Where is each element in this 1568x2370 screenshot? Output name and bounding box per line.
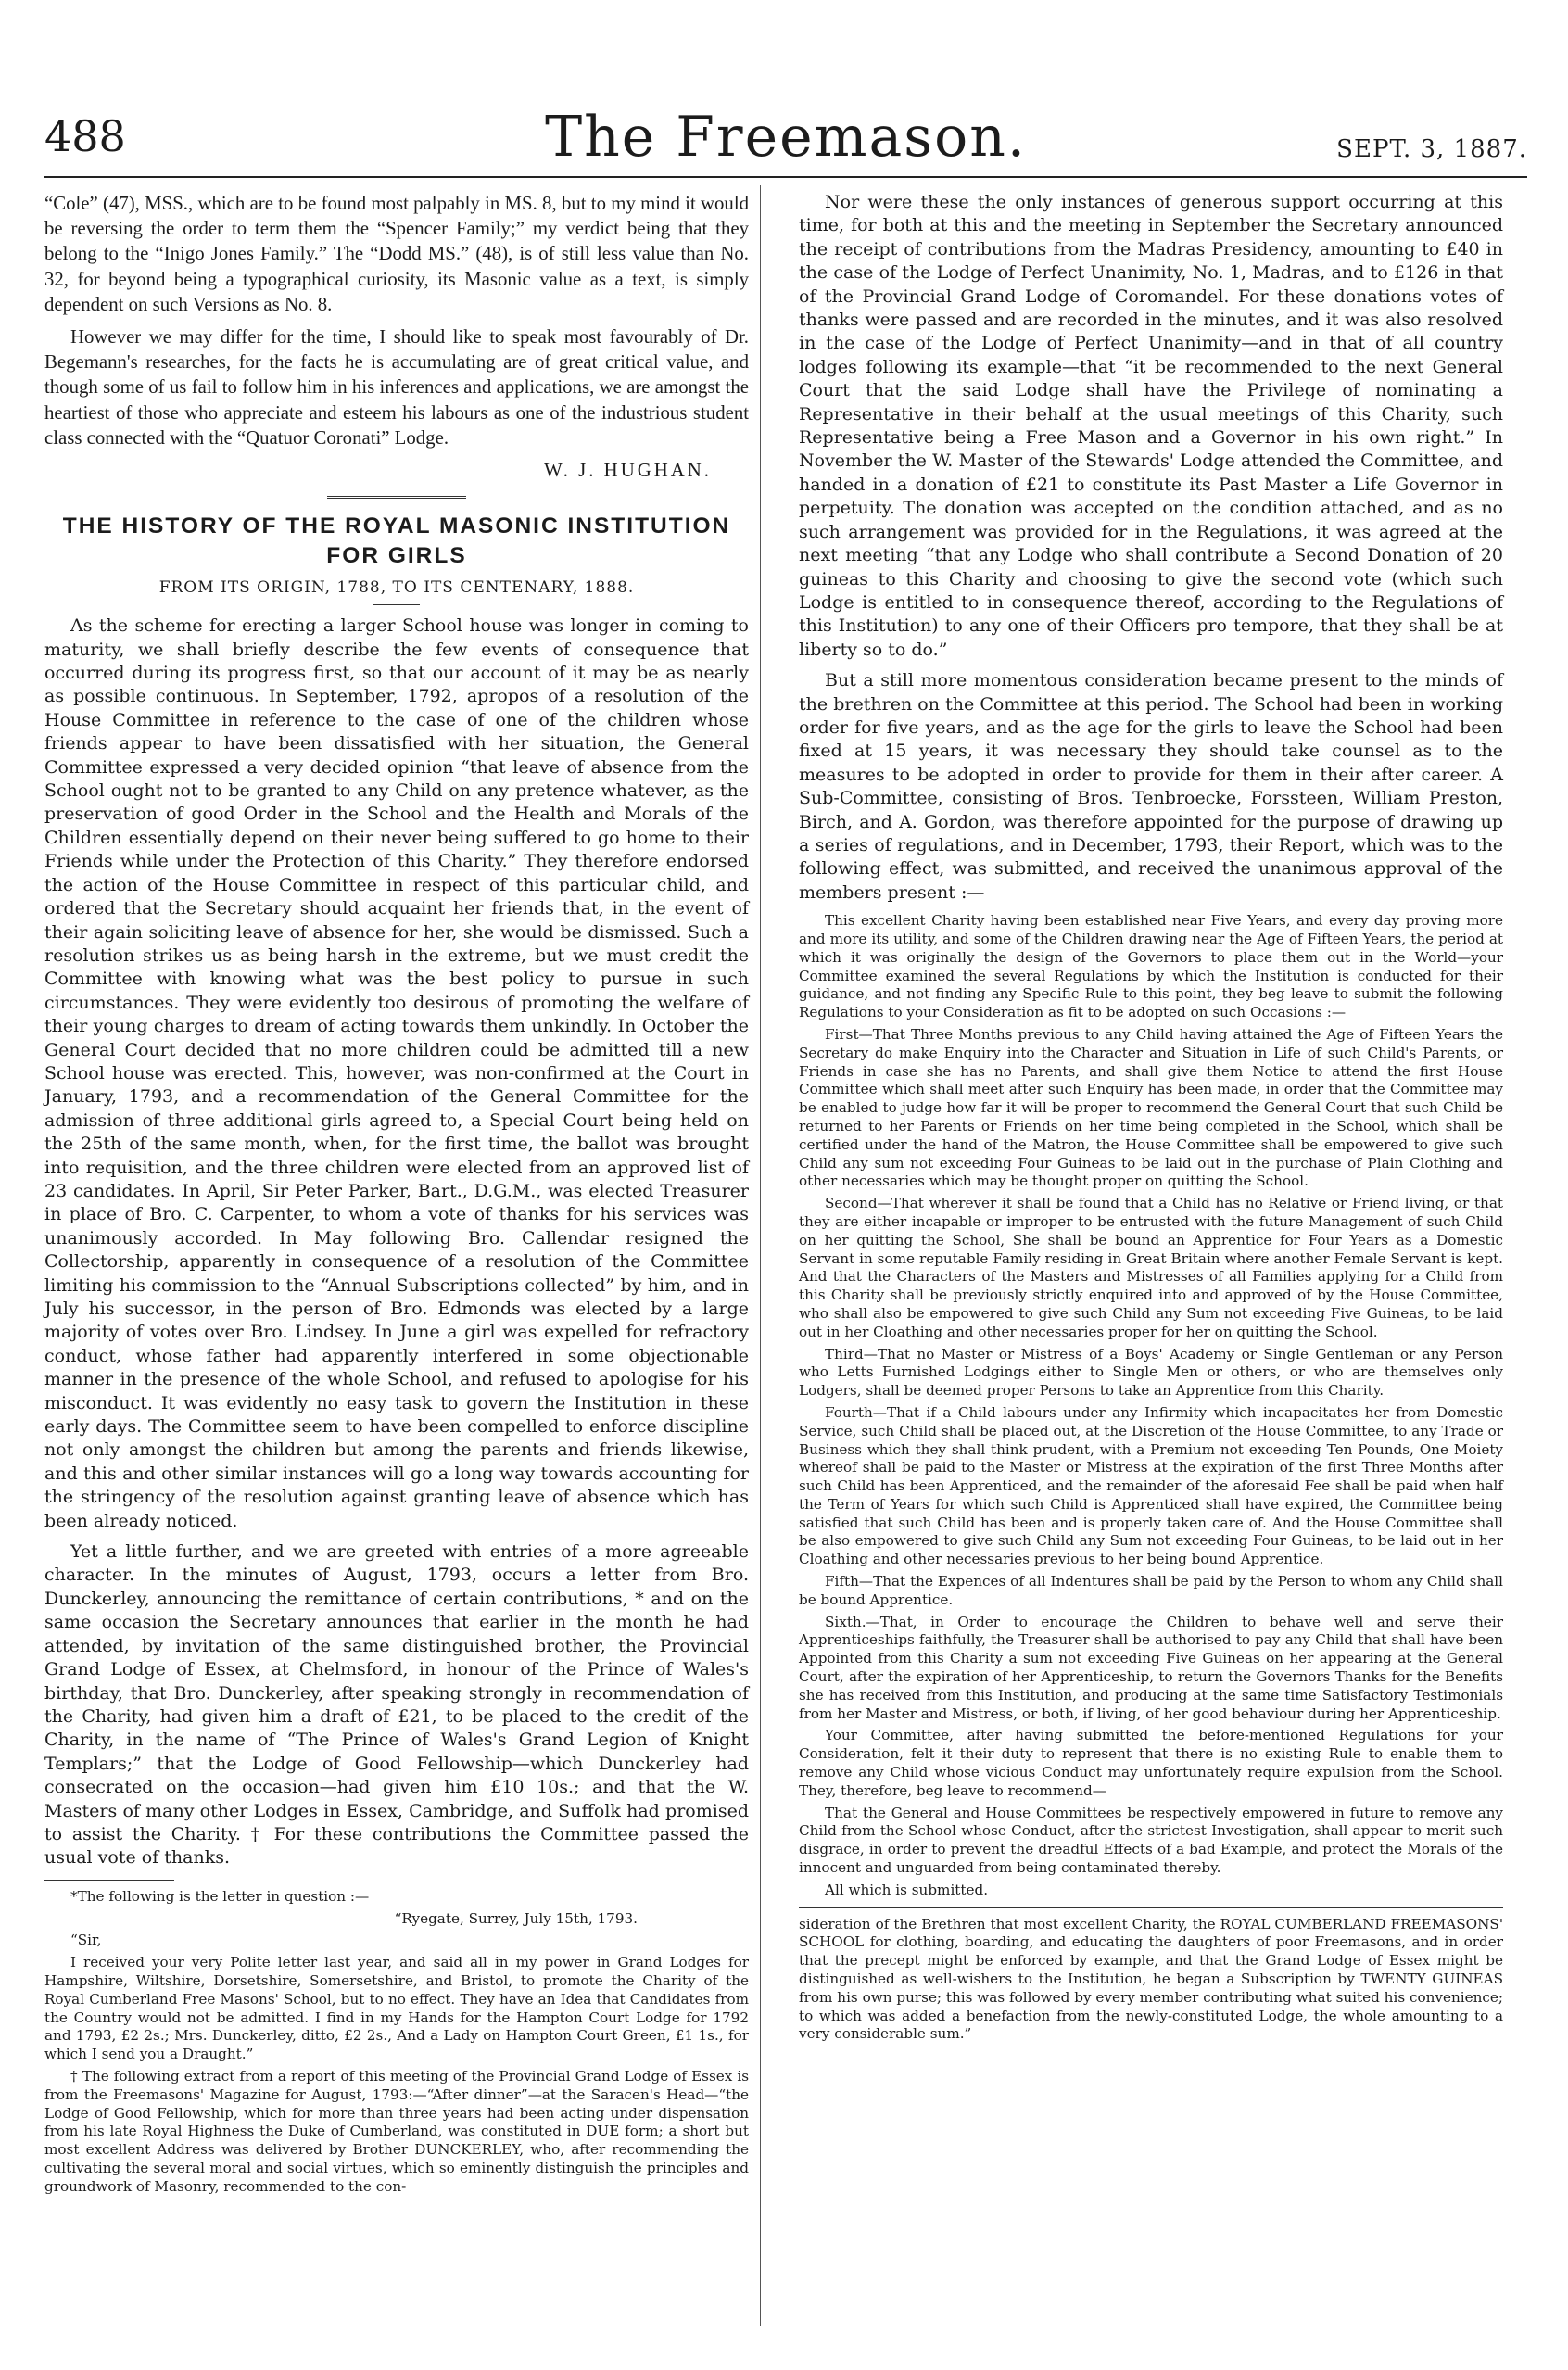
footnote-2-continuation: sideration of the Brethren that most excellent Charity, the ROYAL CUMBERLAND FREEMASONS' SCHOOL for clothing, boarding, and educating the daughters of poor Freemasons, and in order that the precept might be enforced by example, and that the Grand Lodge of Essex might be distinguished as well-wishers to the Institution, he began a Subscription by TWENTY GUINEAS from his own purse; this was followed by every member contributing what suited his convenience; to which was added a benefaction from the newly-constituted Lodge, the whole amounting to a very considerable sum.” (799, 1915, 1503, 2043)
article-paragraph-1: As the scheme for erecting a larger School house was longer in coming to maturity, we shall briefly describe the few events of consequence that occurred during its progress first, so that our account of it may be as nearly as possible continuous. In September, 1792, apropos of a resolution of the House Committee in reference to the case of one of the children whose friends appear to have been dissatisfied with her situation, the General Committee expressed a very decided opinion “that leave of absence from the School ought not to be granted to any Child on any pretence whatever, as the preservation of good Order in the School and the Health and Morals of the Children essentially depend on their never being suffered to go home to their Friends while under the Protection of this Charity.” They therefore endorsed the action of the House Committee in respect of this particular child, and ordered that the Secretary should acquaint her friends that, in the event of their again soliciting leave of absence for her, she would be dismissed. Such a resolution strikes us as being harsh in the extreme, but we must credit the Committee with knowing what was the best policy to pursue in such circumstances. They were evidently too desirous of promoting the welfare of their young charges to dream of acting towards them unkindly. In October the General Court decided that no more children could be admitted till a new School house was erected. This, however, was non-confirmed at the Court in January, 1793, and a recommendation of the General Committee for the admission of three additional girls agreed to, a Special Court being held on the 25th of the same month, when, for the first time, the ballot was brought into requisition, and the three children were elected from an approved list of 23 candidates. In April, Sir Peter Parker, Bart., D.G.M., was elected Treasurer in place of Bro. C. Carpenter, to whom a vote of thanks for his services was unanimously accorded. In May following Bro. Callendar resigned the Collectorship, apparently in consequence of a resolution of the Committee limiting his commission to the “Annual Subscriptions collected” by him, and in July his successor, in the person of Bro. Edmonds was elected by a large majority of votes over Bro. Lindsey. In June a girl was expelled for refractory conduct, whose father had apparently interfered in some objectionable manner in the presence of the whole School, and refused to apologise for his misconduct. It was evidently no easy task to govern the Institution in these early days. The Committee seem to have been compelled to enforce discipline not only amongst the children but among the parents and friends likewise, and this and other similar instances will go a long way towards accounting for the stringency of the resolution against granting leave of absence which has been already noticed. (44, 615, 749, 1531)
article-title: THE HISTORY OF THE ROYAL MASONIC INSTITUTION FOR GIRLS (62, 513, 731, 569)
quote-intro: This excellent Charity having been established near Five Years, and every day proving more and more its utility, and some of the Children drawing near the Age of Fifteen Years, the period at which it was originally the design of the Governors to place them out in the World—your Committee examined the several Regulations by which the Institution is conducted for their guidance, and not finding any Specific Rule to this point, they beg leave to submit the following Regulations to your Consideration as fit to be adopted on such Occasions :— (799, 912, 1503, 1021)
article-paragraph-3: Nor were these the only instances of generous support occurring at this time, for both at this and the meeting in September the Secretary announced the receipt of contributions from the Madras Presidency, amounting to £40 in the case of the Lodge of Perfect Unanimity, No. 1, Madras, and to £126 in that of the Provincial Grand Lodge of Coromandel. For these donations votes of thanks were passed and are recorded in the minutes, and it was also resolved in the case of the Lodge of Perfect Unanimity—and in that of all country lodges following its example—that “it be recommended to the next General Court that the said Lodge shall have the Privilege of nominating a Representative in their behalf at the usual meetings of this Charity, such Representative being a Free Mason and a Governor in his own right.” In November the W. Master of the Stewards' Lodge attended the Committee, and handed in a donation of £21 to constitute its Past Master a Life Governor in perpetuity. The donation was accepted on the condition attached, and as no such arrangement was provided for in the Regulations, it was agreed at the next meeting “that any Lodge who shall contribute a Second Donation of 20 guineas to this Charity and choosing to give the second vote (which such Lodge is entitled to in consequence thereof, according to the Regulations of this Institution) to any one of their Officers pro tempore, that they shall be at liberty so to do.” (799, 192, 1503, 660)
quote-sixth: Sixth.—That, in Order to encourage the Children to behave well and serve their Apprenticeships faithfully, the Treasurer shall be authorised to pay any Child that shall have been Appointed from this Charity a sum not exceeding Five Guineas on her appearing at the General Court, after the expiration of her Apprenticeship, to return the Governors Thanks for the Benefits she has received from this Institution, and producing at the same time Satisfactory Testimonials from her Master and Mistress, or both, if living, of her good behaviour during her Apprenticeship. (799, 1613, 1503, 1722)
quote-second: Second—That wherever it shall be found that a Child has no Relative or Friend living, or that they are either incapable or improper to be entrusted with the future Management of such Child on her quitting the School, She shall be bound an Apprentice for Four Years as a Domestic Servant in some reputable Family residing in Great Britain where another Female Servant is kept. And that the Characters of the Masters and Mistresses of all Families applying for a Child from this Charity shall be previously strictly enquired into and approved of by the House Committee, who shall also be empowered to give such Child any Sum not exceeding Five Guineas, to be laid out in her Cloathing and other necessaries proper for her on quitting the School. (799, 1195, 1503, 1340)
footnote-1-body: I received your very Polite letter last year, and said all in my power in Grand Lodges for Hampshire, Wiltshire, Dorsetshire, Somersetshire, and Bristol, to promote the Charity of the Royal Cumberland Free Masons' School, but to no effect. They have an Idea that Candidates from the Country would not be admitted. I find in my Hands for the Hampton Court Lodge for 1792 and 1793, £2 2s.; Mrs. Dunckerley, ditto, £2 2s., And a Lady on Hampton Court Green, £1 1s., for which I send you a Draught.” (44, 1954, 749, 2063)
article-paragraph-2: Yet a little further, and we are greeted with entries of a more agreeable character. In the minutes of August, 1793, occurs a letter from Bro. Dunckerley, announcing the remittance of certain contributions, * and on the same occasion the Secretary announces that earlier in the month he had attended, by invitation of the same distinguished brother, the Provincial Grand Lodge of Essex, at Chelmsford, in honour of the Prince of Wales's birthday, that Bro. Dunckerley, after speaking strongly in recommendation of the Charity, had given him a draft of £21, to be placed to the credit of the Charity, in the name of “The Prince of Wales's Grand Legion of Knight Templars;” that the Lodge of Good Fellowship—which Dunckerley had consecrated on the occasion—had given him £10 10s.; and that the W. Masters of many other Lodges in Essex, Cambridge, and Suffolk had promised to assist the Charity. † For these contributions the Committee passed the usual vote of thanks. (44, 1541, 749, 1869)
footnote-rule (44, 1880, 174, 1881)
paragraph-cole: “Cole” (47), MSS., which are to be found most palpably in MS. 8, but to my mind it would be reversing the order to term them the “Spencer Family;” my verdict being that they belong to the “Inigo Jones Family.” The “Dodd MS.” (48), is of still less value than No. 32, for beyond being a typographical curiosity, its Masonic value as a text, is simply dependent on such Versions as No. 8. (44, 193, 749, 315)
issue-date: SEPT. 3, 1887. (1336, 135, 1527, 163)
previous-article-end (44, 191, 749, 483)
quote-fifth: Fifth—That the Expences of all Indentures shall be paid by the Person to whom any Child shall be bound Apprentice. (799, 1573, 1503, 1608)
header-rule (44, 176, 1527, 178)
footnotes (44, 1888, 749, 2197)
quote-end: All which is submitted. (825, 1881, 989, 1898)
quote-committee: Your Committee, after having submitted the before-mentioned Regulations for your Consideration, felt it their duty to represent that there is no existing Rule to enable them to remove any Child whose vicious Conduct may unfortunately require expulsion from the School. They, therefore, beg leave to recommend— (799, 1727, 1503, 1799)
right-column (799, 191, 1503, 2047)
column-divider (760, 185, 761, 2326)
masthead-title: The Freemason. (545, 105, 1027, 170)
page-header (44, 0, 1527, 174)
footnote-1-salutation: “Sir, (70, 1932, 102, 1949)
page-number: 488 (44, 111, 126, 161)
quote-general: That the General and House Committees be respectively empowered in future to remove any Child from the School whose Conduct, after the strictest Investigation, shall appear to merit such disgrace, in order to prevent the dreadful Effects of a bad Example, and protect the Morals of the innocent and unguarded from being contaminated thereby. (799, 1804, 1503, 1877)
article-subtitle: FROM ITS ORIGIN, 1788, TO ITS CENTENARY, 1888. (158, 578, 635, 598)
footnote-2: † The following extract from a report of this meeting of the Provincial Grand Lodge of Essex is from the Freemasons' Magazine for August, 1793:—“After dinner”—at the Saracen's Head—“the Lodge of Good Fellowship, which for more than three years had been acting under dispensation from his late Royal Highness the Duke of Cumberland, was constituted in DUE form; a short but most excellent Address was delivered by Brother DUNCKERLEY, who, after recommending the cultivating the several moral and social virtues, which so eminently distinguish the principles and groundwork of Masonry, recommended to the con- (44, 2067, 749, 2195)
short-rule (373, 604, 420, 605)
section-ornament-rule (327, 496, 466, 502)
article-paragraph-4: But a still more momentous consideration became present to the minds of the brethren on the Committee at this period. The School had been in working order for five years, and as the age for the girls to leave the School had been fixed at 15 years, it was necessary they should take counsel as to the measures to be adopted in order to provide for them in their after career. A Sub-Committee, consisting of Bros. Tenbroecke, Forssteen, William Preston, Birch, and A. Gordon, was therefore appointed for the purpose of drawing up a series of regulations, and in December, 1793, their Report, which was to the following effect, was submitted, and received the unanimous approval of the members present :— (799, 670, 1503, 903)
quote-third: Third—That no Master or Mistress of a Boys' Academy or Single Gentleman or any Person who Letts Furnished Lodgings either to Single Men or others, or who are themselves only Lodgers, shall be deemed proper Persons to take an Apprentice from this Charity. (799, 1345, 1503, 1400)
regulations-quote (799, 912, 1503, 2044)
left-column (44, 191, 749, 2200)
quote-first: First—That Three Months previous to any Child having attained the Age of Fifteen Years the Secretary do make Enquiry into the Character and Situation in Life of such Child's Parents, or Friends in case she has no Parents, and shall give them Notice to attend the first House Committee which shall meet after such Enquiry has been made, in order that the Committee may be enabled to judge how far it will be proper to recommend the General Court that such Child be returned to her Parents or Friends on her time being completed in the School, which shall be certified under the hand of the Matron, the House Committee shall be empowered to give such Child any sum not exceeding Four Guineas to be laid out in the purchase of Plain Clothing and other necessaries which may be thought proper on quitting the School. (799, 1025, 1503, 1190)
quote-fourth: Fourth—That if a Child labours under any Infirmity which incapacitates her from Domestic Service, such Child shall be placed out, at the Discretion of the House Committee, to any Trade or Business which they shall think prudent, with a Premium not exceeding Ten Pounds, One Moiety whereof shall be paid to the Master or Mistress at the expiration of the first Three Months after such Child has been Apprenticed, and the remainder of the aforesaid Fee shall be paid when half the Term of Years for which such Child is Apprenticed shall have expired, the Committee being satisfied that such Child has been and is properly taken care of. And the House Committee shall be also empowered to give such Child any Sum not exceeding Four Guineas, to be laid out in her Cloathing and other necessaries previous to her being bound Apprentice. (799, 1403, 1503, 1568)
footnote-continuation-rule (799, 1907, 1503, 1908)
paragraph-however: However we may differ for the time, I should like to speak most favourably of Dr. Begemann's researches, for the facts he is accumulating are of great critical value, and though some of us fail to follow him in his inferences and applications, we are amongst the heartiest of those who appreciate and esteem his labours as one of the industrious student class connected with the “Quatuor Coronati” Lodge. (44, 326, 749, 449)
footnote-1-place: “Ryegate, Surrey, July 15th, 1793. (394, 1909, 638, 1927)
author-signature: W. J. HUGHAN. (544, 460, 712, 482)
footnote-1-intro: *The following is the letter in question :— (70, 1887, 370, 1905)
author-signature-line (44, 458, 749, 483)
